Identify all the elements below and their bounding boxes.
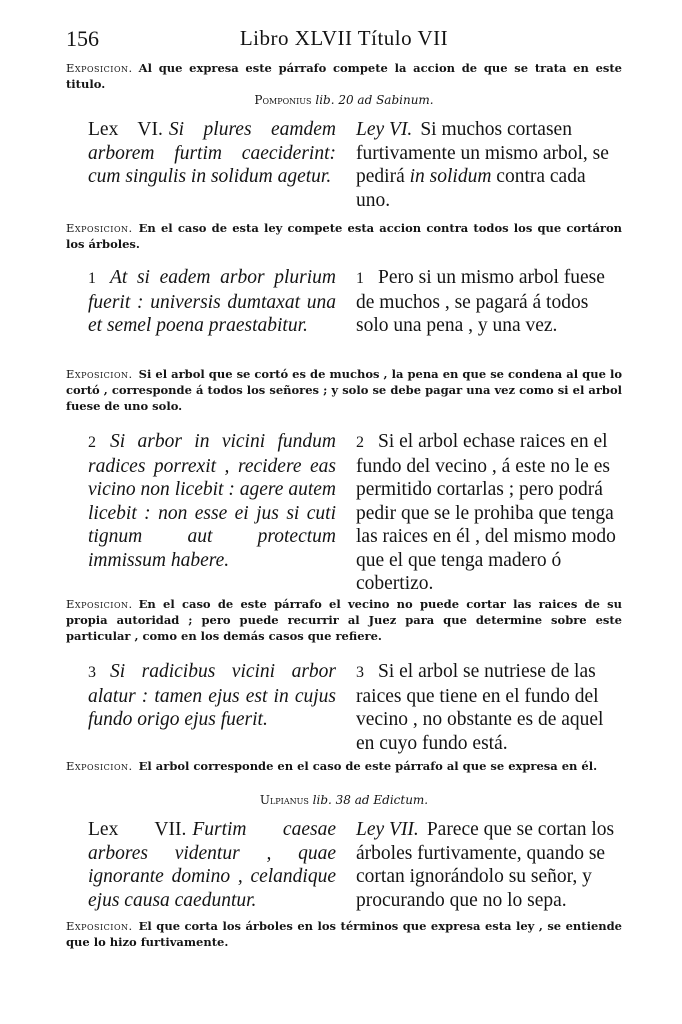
source-author: Ulpianus [259, 793, 309, 807]
spanish-text [356, 430, 622, 596]
latin-text [88, 266, 336, 338]
exposicion-label: Exposicion. [66, 61, 133, 75]
source-author: Pomponius [254, 93, 312, 107]
ley-heading: Ley VI. [356, 119, 413, 140]
paragraph-number: 1 [356, 270, 364, 287]
spanish-text [356, 818, 622, 912]
spanish-text [356, 266, 622, 338]
spanish-body: Si el arbol se nutriese de las raices que tiene en el fundo del vecino , no obstante es de aquel en cuyo fundo está. [356, 661, 604, 754]
exposicion-text: El arbol corresponde en el caso de este párrafo al que se expresa en él. [138, 759, 598, 773]
latin-text [88, 818, 336, 912]
exposicion-label: Exposicion. [66, 759, 133, 773]
exposicion-label: Exposicion. [66, 597, 133, 611]
page-number: 156 [66, 26, 99, 51]
exposicion-note [66, 220, 622, 252]
spanish-body-end: contra cada uno. [356, 166, 586, 211]
latin-text [88, 660, 336, 732]
ley-heading: Ley VII. [356, 819, 419, 840]
exposicion-label: Exposicion. [66, 221, 133, 235]
lex-heading: Lex VII. [88, 819, 187, 840]
exposicion-note [66, 60, 622, 92]
exposicion-text: El que corta los árboles en los términos que expresa esta ley , se entiende que lo hizo furtivamente. [66, 919, 622, 949]
exposicion-label: Exposicion. [66, 367, 133, 381]
spanish-body: Parece que se cortan los árboles furtivamente, quando se cortan ignorándolo su señor, y procurando que no lo sepa. [356, 819, 615, 911]
spanish-body: Si muchos cortasen furtivamente un mismo arbol, se pedirá [356, 119, 609, 187]
spanish-body: Si el arbol echase raices en el fundo del vecino , á este no le es permitido cortarlas ; pero podrá pedir que se le prohiba que tenga las raices en él , del mismo modo que el que tenga madero ó cobertizo. [356, 431, 616, 594]
source-reference: lib. 20 ad Sabinum. [315, 93, 434, 107]
lex-heading: Lex VI. [88, 119, 163, 140]
paragraph-number: 1 [88, 270, 96, 287]
source-citation [66, 92, 622, 108]
spanish-body: Pero si un mismo arbol fuese de muchos , se pagará á todos solo una pena , y una vez. [356, 267, 605, 336]
latin-body: Furtim caesae arbores videntur , quae ignorante domino , celandique ejus causa caeduntur. [88, 819, 336, 911]
exposicion-note [66, 758, 622, 774]
exposicion-note [66, 918, 622, 950]
exposicion-text: En el caso de este párrafo el vecino no puede cortar las raices de su propia autoridad ; pero puede recurrir al Juez para que determine sobre este particular , como en los demás casos que refiere. [66, 597, 622, 643]
spanish-text [356, 660, 622, 755]
latin-body: At si eadem arbor plurium fuerit : universis dumtaxat una et semel poena praestabitur. [88, 267, 336, 336]
latin-body: Si arbor in vicini fundum radices porrexit , recidere eas vicino non licebit : agere autem licebit : non esse ei jus si cuti tignum aut protectum immissum habere. [88, 431, 336, 571]
source-reference: lib. 38 ad Edictum. [312, 793, 429, 807]
source-citation [66, 792, 622, 808]
paragraph-number: 2 [356, 434, 364, 451]
exposicion-note [66, 596, 622, 644]
running-title: Libro XLVII Título VII [239, 26, 449, 50]
paragraph-number: 3 [88, 664, 96, 681]
exposicion-text: Si el arbol que se cortó es de muchos , la pena en que se condena al que lo cortó , corresponde á todos los señores ; y solo se debe pagar una vez como si el arbol fuese de uno solo. [66, 367, 622, 413]
spanish-text [356, 118, 622, 212]
spanish-emphasis: in solidum [409, 166, 492, 187]
latin-body: Si plures eamdem arborem furtim caeciderint: cum singulis in solidum agetur. [88, 119, 336, 187]
exposicion-text: Al que expresa este párrafo compete la accion de que se trata en este titulo. [66, 61, 622, 91]
running-header [66, 26, 622, 52]
latin-body: Si radicibus vicini arbor alatur : tamen ejus est in cujus fundo origo ejus fuerit. [88, 661, 336, 730]
exposicion-note [66, 366, 622, 414]
exposicion-text: En el caso de esta ley compete esta accion contra todos los que cortáron los árboles. [66, 221, 622, 251]
paragraph-number: 3 [356, 664, 364, 681]
exposicion-label: Exposicion. [66, 919, 133, 933]
latin-text [88, 118, 336, 189]
paragraph-number: 2 [88, 434, 96, 451]
latin-text [88, 430, 336, 572]
